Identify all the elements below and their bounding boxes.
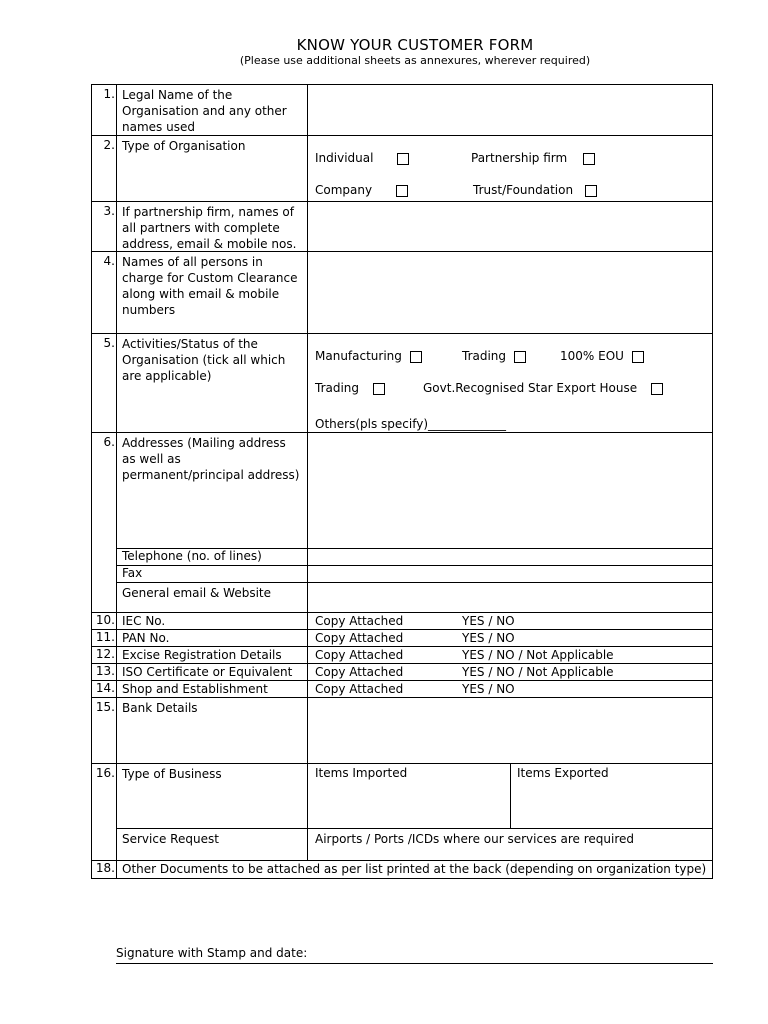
- addresses-label: Addresses (Mailing address as well as permanent/principal address): [117, 433, 308, 548]
- service-request-label: Service Request: [117, 829, 308, 860]
- company-option[interactable]: [315, 182, 408, 198]
- activities-options: [308, 334, 712, 432]
- telephone-field[interactable]: [308, 549, 712, 565]
- partnership-label: Partnership firm: [471, 151, 568, 165]
- copy-attached-label: Copy Attached: [315, 648, 404, 662]
- excise-label: Excise Registration Details: [117, 647, 308, 663]
- items-split: [308, 764, 712, 828]
- row-pan: [92, 630, 712, 647]
- telephone-label: Telephone (no. of lines): [117, 549, 308, 565]
- row-partners: [92, 202, 712, 252]
- trust-checkbox[interactable]: [585, 185, 597, 197]
- other-documents-label: Other Documents to be attached as per list printed at the back (depending on organization type): [122, 862, 707, 876]
- company-checkbox[interactable]: [396, 185, 408, 197]
- row-addresses: [92, 433, 712, 613]
- row-number: 16.: [92, 764, 117, 860]
- trading-checkbox[interactable]: [514, 351, 526, 363]
- signature-line[interactable]: [116, 963, 713, 964]
- shop-establishment-label: Shop and Establishment: [117, 681, 308, 697]
- eou-label: 100% EOU: [560, 349, 624, 363]
- business-main: [117, 764, 712, 828]
- bank-details-label: Bank Details: [117, 698, 308, 763]
- individual-label: Individual: [315, 151, 374, 165]
- row-type-of-business: [92, 764, 712, 861]
- company-label: Company: [315, 183, 373, 197]
- individual-checkbox[interactable]: [397, 153, 409, 165]
- fax-label: Fax: [117, 566, 308, 582]
- yes-no-options[interactable]: YES / NO / Not Applicable: [462, 665, 614, 679]
- form-title: KNOW YOUR CUSTOMER FORM: [296, 36, 534, 54]
- manufacturing-label: Manufacturing: [315, 349, 402, 363]
- telephone-row: [117, 548, 712, 565]
- row-number: 6.: [92, 433, 117, 612]
- row-shop-establishment: [92, 681, 712, 698]
- trust-label: Trust/Foundation: [473, 183, 574, 197]
- addresses-main: [117, 433, 712, 548]
- email-website-label: General email & Website: [117, 583, 308, 612]
- row-number: 14.: [92, 681, 117, 697]
- row-number: 4.: [92, 252, 117, 333]
- activities-label: Activities/Status of the Organisation (tick all which are applicable): [117, 334, 308, 432]
- type-of-business-label: Type of Business: [117, 764, 308, 828]
- row-number: 18.: [92, 861, 117, 878]
- partners-field[interactable]: [308, 202, 712, 251]
- row-persons-in-charge: [92, 252, 712, 334]
- copy-attached-label: Copy Attached: [315, 682, 404, 696]
- items-exported-label: Items Exported: [517, 766, 609, 780]
- airports-field[interactable]: [308, 829, 712, 860]
- persons-in-charge-label: Names of all persons in charge for Custom Clearance along with email & mobile numbers: [117, 252, 308, 333]
- excise-value: [308, 647, 712, 663]
- trading-2-label: Trading: [315, 381, 360, 395]
- row-legal-name: [92, 85, 712, 136]
- airports-label: Airports / Ports /ICDs where our services are required: [315, 832, 635, 846]
- row-number: 13.: [92, 664, 117, 680]
- service-request-row: [117, 828, 712, 860]
- yes-no-options[interactable]: YES / NO / Not Applicable: [462, 648, 614, 662]
- partnership-checkbox[interactable]: [583, 153, 595, 165]
- persons-in-charge-field[interactable]: [308, 252, 712, 333]
- star-export-house-checkbox[interactable]: [651, 383, 663, 395]
- row-iso: [92, 664, 712, 681]
- fax-row: [117, 565, 712, 582]
- business-group: [117, 764, 712, 860]
- partners-label: If partnership firm, names of all partners with complete address, email & mobile nos.: [117, 202, 308, 251]
- manufacturing-checkbox[interactable]: [410, 351, 422, 363]
- copy-attached-label: Copy Attached: [315, 614, 404, 628]
- bank-details-field[interactable]: [308, 698, 712, 763]
- yes-no-options[interactable]: YES / NO: [462, 682, 515, 696]
- row-activities: [92, 334, 712, 433]
- others-specify[interactable]: Others(pls specify)_____________: [315, 417, 507, 431]
- row-other-documents: [92, 861, 712, 878]
- trading-2-option[interactable]: [315, 380, 385, 396]
- copy-attached-label: Copy Attached: [315, 665, 404, 679]
- iso-value: [308, 664, 712, 680]
- email-website-field[interactable]: [308, 583, 712, 612]
- row-number: 2.: [92, 136, 117, 201]
- legal-name-field[interactable]: [308, 85, 712, 135]
- row-number: 10.: [92, 613, 117, 629]
- star-export-house-option[interactable]: [423, 380, 663, 396]
- row-excise: [92, 647, 712, 664]
- trust-option[interactable]: [473, 182, 597, 198]
- row-bank-details: [92, 698, 712, 764]
- eou-option[interactable]: [560, 348, 644, 364]
- row-number: 15.: [92, 698, 117, 763]
- signature-label: Signature with Stamp and date:: [116, 946, 308, 960]
- email-website-row: [117, 582, 712, 612]
- star-export-house-label: Govt.Recognised Star Export House: [423, 381, 638, 395]
- row-number: 1.: [92, 85, 117, 135]
- type-of-organisation-label: Type of Organisation: [117, 136, 308, 201]
- items-exported-field[interactable]: [511, 764, 712, 828]
- iec-label: IEC No.: [117, 613, 308, 629]
- iso-label: ISO Certificate or Equivalent: [117, 664, 308, 680]
- trading-option[interactable]: [462, 348, 526, 364]
- addresses-field[interactable]: [308, 433, 712, 548]
- manufacturing-option[interactable]: [315, 348, 422, 364]
- partnership-option[interactable]: [471, 150, 595, 166]
- pan-label: PAN No.: [117, 630, 308, 646]
- row-type-of-organisation: [92, 136, 712, 202]
- individual-option[interactable]: [315, 150, 409, 166]
- trading-2-checkbox[interactable]: [373, 383, 385, 395]
- items-imported-field[interactable]: [308, 764, 511, 828]
- eou-checkbox[interactable]: [632, 351, 644, 363]
- row-number: 12.: [92, 647, 117, 663]
- addresses-group: [117, 433, 712, 612]
- copy-attached-label: Copy Attached: [315, 631, 404, 645]
- row-number: 5.: [92, 334, 117, 432]
- yes-no-options[interactable]: YES / NO: [462, 614, 515, 628]
- row-number: 11.: [92, 630, 117, 646]
- pan-value: [308, 630, 712, 646]
- trading-label: Trading: [462, 349, 507, 363]
- iec-value: [308, 613, 712, 629]
- row-number: 3.: [92, 202, 117, 251]
- row-iec: [92, 613, 712, 630]
- yes-no-options[interactable]: YES / NO: [462, 631, 515, 645]
- shop-establishment-value: [308, 681, 712, 697]
- form-subtitle: (Please use additional sheets as annexures, wherever required): [239, 54, 591, 67]
- kyc-form-table: [91, 84, 713, 879]
- legal-name-label: Legal Name of the Organisation and any other names used: [117, 85, 308, 135]
- type-of-organisation-options: [308, 136, 712, 201]
- fax-field[interactable]: [308, 566, 712, 582]
- items-imported-label: Items Imported: [315, 766, 408, 780]
